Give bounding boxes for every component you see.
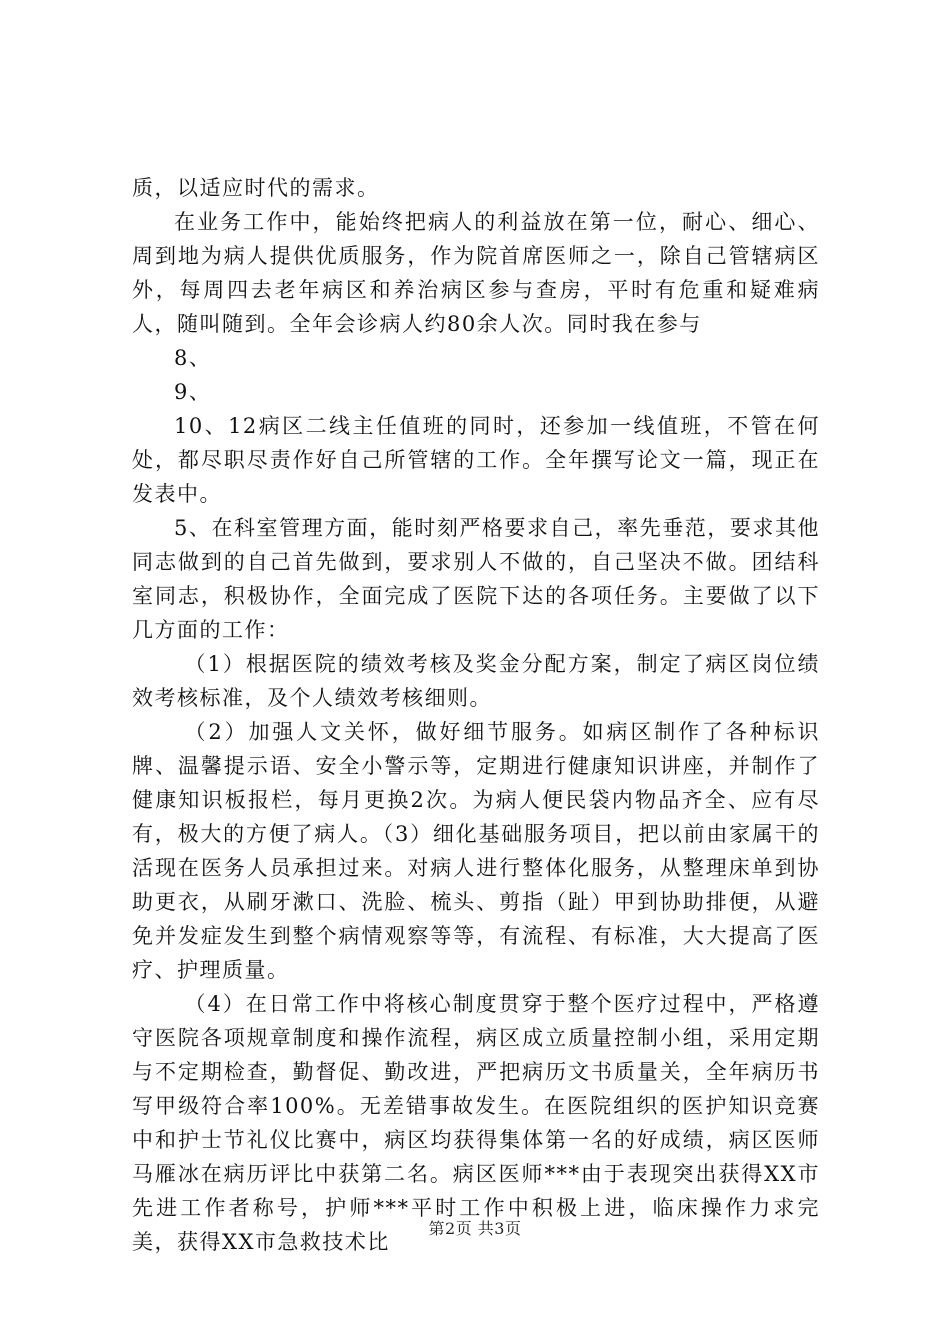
page-number-label: 第2页 共3页 xyxy=(428,1219,522,1238)
paragraph-1: 质，以适应时代的需求。 xyxy=(132,176,380,200)
paragraph-2: 在业务工作中，能始终把病人的利益放在第一位，耐心、细心、周到地为病人提供优质服务，作为院首席医师之一，除自己管辖病区外，每周四去老年病区和养治病区参与查房，平时有危重和疑难病人，随叫随到。全年会诊病人约80余人次。同时我在参与 xyxy=(132,210,820,336)
paragraph-7: （1）根据医院的绩效考核及奖金分配方案，制定了病区岗位绩效考核标准，及个人绩效考核细则。 xyxy=(132,652,820,710)
page-footer xyxy=(0,1216,950,1239)
paragraph-3: 8、 xyxy=(174,346,212,370)
paragraph-6: 5、在科室管理方面，能时刻严格要求自己，率先垂范，要求其他同志做到的自己首先做到，要求别人不做的，自己坚决不做。团结科室同志，积极协作，全面完成了医院下达的各项任务。主要做了以下几方面的工作： xyxy=(132,516,820,642)
paragraph-4: 9、 xyxy=(174,380,212,404)
paragraph-5: 10、12病区二线主任值班的同时，还参加一线值班，不管在何处，都尽职尽责作好自己所管辖的工作。全年撰写论文一篇，现正在发表中。 xyxy=(132,414,820,506)
paragraph-9: （4）在日常工作中将核心制度贯穿于整个医疗过程中，严格遵守医院各项规章制度和操作流程，病区成立质量控制小组，采用定期与不定期检查，勤督促、勤改进，严把病历文书质量关，全年病历书写甲级符合率100%。无差错事故发生。在医院组织的医护知识竞赛中和护士节礼仪比赛中，病区均获得集体第一名的好成绩，病区医师马雁冰在病历评比中获第二名。病区医师***由于表现突出获得XX市先进工作者称号，护师***平时工作中积极上进，临床操作力求完美，获得XX市急救技术比 xyxy=(132,992,820,1254)
document-body xyxy=(132,171,820,1259)
paragraph-8: （2）加强人文关怀，做好细节服务。如病区制作了各种标识牌、温馨提示语、安全小警示等，定期进行健康知识讲座，并制作了健康知识板报栏，每月更换2次。为病人便民袋内物品齐全、应有尽有，极大的方便了病人。（3）细化基础服务项目，把以前由家属干的活现在医务人员承担过来。对病人进行整体化服务，从整理床单到协助更衣，从刷牙漱口、洗脸、梳头、剪指（趾）甲到协助排便，从避免并发症发生到整个病情观察等等，有流程、有标准，大大提高了医疗、护理质量。 xyxy=(132,720,820,982)
